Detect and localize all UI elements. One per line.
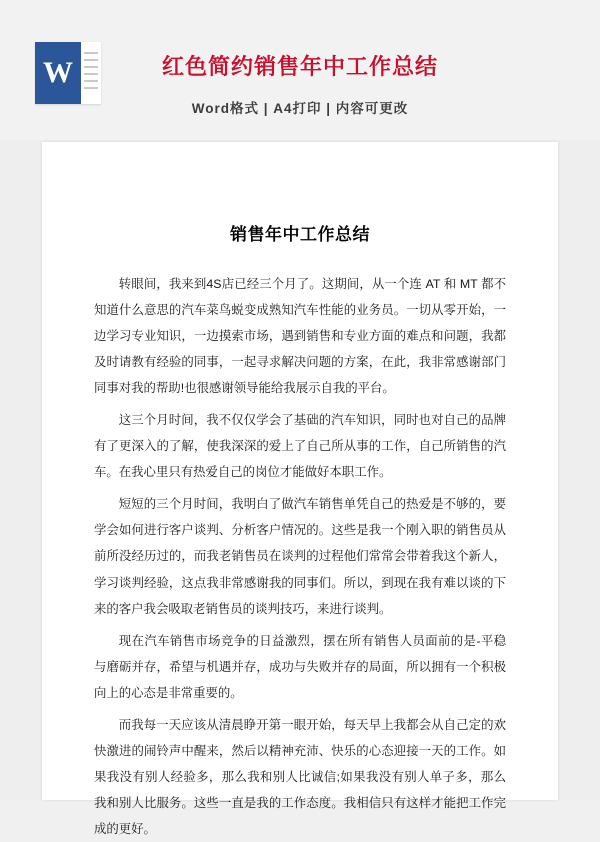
document-paragraph: 短短的三个月时间，我明白了做汽车销售单凭自己的热爱是不够的，要学会如何进行客户谈判、分析客户情况的。这些是我一个刚入职的销售员从前所没经历过的，而我老销售员在谈判的过程他们常常会带着我这个新人，学习谈判经验，这点我非常感谢我的同事们。所以，到现在我有难以谈的下来的客户我会吸取老销售员的谈判技巧，来进行谈判。: [94, 497, 506, 616]
document-paragraph: 这三个月时间，我不仅仅学会了基础的汽车知识，同时也对自己的品牌有了更深入的了解，使我深深的爱上了自己所从事的工作，自己所销售的汽车。在我心里只有热爱自己的岗位才能做好本职工作。: [94, 413, 506, 480]
template-title: 红色简约销售年中工作总结: [161, 54, 438, 79]
document-paragraph: 而我每一天应该从清晨睁开第一眼开始，每天早上我都会从自己定的欢快激进的闹铃声中醒来，然后以精神充沛、快乐的心态迎接一天的工作。如果我没有别人经验多，那么我和别人比诚信;如果我没有别人单子多，那么我和别人比服务。这些一直是我的工作态度。我相信只有这样才能把工作完成的更好。: [94, 717, 506, 836]
header-text-block: [0, 50, 600, 117]
document-paragraph: 转眼间，我来到4S店已经三个月了。这期间，从一个连 AT 和 MT 都不知道什么意思的汽车菜鸟蜕变成熟知汽车性能的业务员。一切从零开始，一边学习专业知识，一边摸索市场，遇到销售和专业方面的难点和问题，我都及时请教有经验的同事，一起寻求解决问题的方案，在此，我非常感谢部门同事对我的帮助!也很感谢领导能给我展示自我的平台。: [94, 277, 506, 396]
document-title: 销售年中工作总结: [230, 225, 370, 244]
document-sheet: [42, 142, 558, 836]
document-paragraph: 现在汽车销售市场竞争的日益激烈，摆在所有销售人员面前的是-平稳与磨砺并存，希望与机遇并存，成功与失败并存的局面，所以拥有一个积极向上的心态是非常重要的。: [94, 633, 506, 700]
word-logo-letter: W: [35, 42, 81, 104]
template-subtitle: Word格式 | A4打印 | 内容可更改: [191, 101, 409, 116]
preview-header: [0, 0, 600, 140]
